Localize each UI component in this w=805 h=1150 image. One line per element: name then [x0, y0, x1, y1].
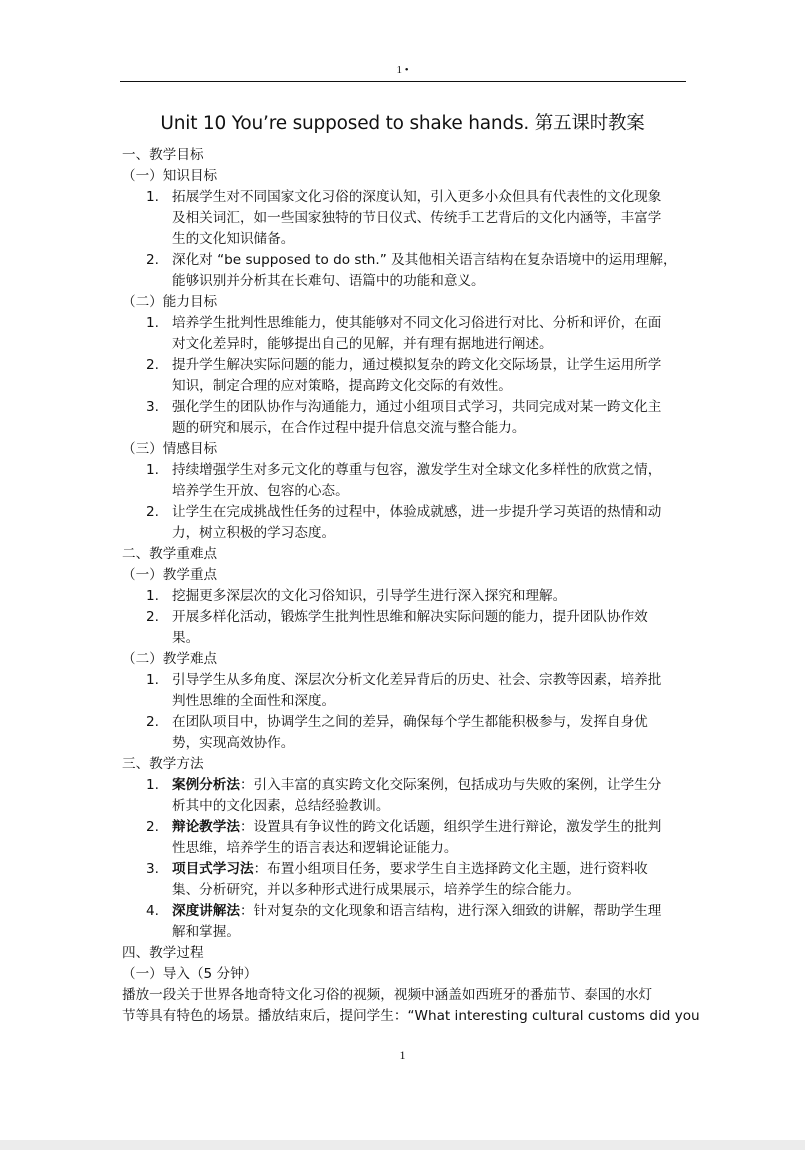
item-line: 及相关词汇，如一些国家独特的节日仪式、传统手工艺背后的文化内涵等，丰富学 [172, 210, 662, 226]
method-name: 辩论教学法 [172, 819, 240, 835]
footer-page-number: 1 [399, 1048, 406, 1062]
item-line: 生的文化知识储备。 [172, 231, 295, 247]
list-item [146, 775, 688, 817]
item-line: 强化学生的团队协作与沟通能力，通过小组项目式学习，共同完成对某一跨文化主 [172, 399, 662, 415]
subsection-heading: （一）知识目标 [122, 168, 218, 184]
list-item [146, 859, 688, 901]
item-line: 题的研究和展示，在合作过程中提升信息交流与整合能力。 [172, 420, 526, 436]
list-item [146, 670, 688, 712]
list-item [146, 187, 688, 250]
item-line: 势，实现高效协作。 [172, 735, 295, 751]
list-item [146, 901, 688, 943]
list-item [146, 397, 688, 439]
document-title: Unit 10 You’re supposed to shake hands. 第五课时教案 [160, 113, 645, 134]
list-item [146, 355, 688, 397]
item-line: 在团队项目中，协调学生之间的差异，确保每个学生都能积极参与，发挥自身优 [172, 714, 648, 730]
list-item [146, 586, 688, 607]
item-line: 集、分析研究，并以多种形式进行成果展示，培养学生的综合能力。 [172, 882, 580, 898]
item-line: 培养学生批判性思维能力，使其能够对不同文化习俗进行对比、分析和评价，在面 [172, 315, 662, 331]
item-line: 果。 [172, 630, 200, 646]
item-line: 判性思维的全面性和深度。 [172, 693, 336, 709]
header-page-marker: 1 • [396, 64, 409, 76]
header-rule [120, 81, 686, 82]
list-number: 1. [146, 462, 159, 478]
list-item [146, 313, 688, 355]
subsection-heading: （二）能力目标 [122, 294, 218, 310]
item-line [172, 901, 688, 922]
section-heading: 二、教学重难点 [122, 546, 218, 562]
section-heading: 一、教学目标 [122, 147, 204, 163]
list-item [146, 460, 688, 502]
list-number: 1. [146, 777, 159, 793]
item-line: 培养学生开放、包容的心态。 [172, 483, 349, 499]
item-text: ：引入丰富的真实跨文化交际案例，包括成功与失败的案例，让学生分 [239, 777, 662, 793]
subsection-heading: （二）教学难点 [122, 651, 218, 667]
document-body [122, 145, 700, 1027]
item-line: 深化对 “be supposed to do sth.” 及其他相关语言结构在复杂语境中的运用理解， [172, 252, 677, 268]
list-number: 2. [146, 357, 159, 373]
section-heading: 三、教学方法 [122, 756, 204, 772]
list-item [146, 607, 688, 649]
item-line: 解和掌握。 [172, 924, 240, 940]
method-name: 项目式学习法 [172, 861, 254, 877]
item-line: 引导学生从多角度、深层次分析文化差异背后的历史、社会、宗教等因素，培养批 [172, 672, 662, 688]
item-line: 对文化差异时，能够提出自己的见解，并有理有据地进行阐述。 [172, 336, 553, 352]
item-line [172, 817, 688, 838]
method-name: 案例分析法 [172, 777, 240, 793]
item-line: 性思维，培养学生的语言表达和逻辑论证能力。 [172, 840, 458, 856]
item-text: ：设置具有争议性的跨文化话题，组织学生进行辩论，激发学生的批判 [239, 819, 662, 835]
list-number: 2. [146, 609, 159, 625]
item-line: 析其中的文化因素，总结经验教训。 [172, 798, 390, 814]
item-line: 拓展学生对不同国家文化习俗的深度认知，引入更多小众但具有代表性的文化现象 [172, 189, 662, 205]
list-number: 2. [146, 504, 159, 520]
subsection-heading: （三）情感目标 [122, 441, 218, 457]
list-item [146, 250, 688, 292]
paragraph-line: 播放一段关于世界各地奇特文化习俗的视频，视频中涵盖如西班牙的番茄节、泰国的水灯 [122, 987, 653, 1003]
item-text: ：针对复杂的文化现象和语言结构，进行深入细致的讲解，帮助学生理 [239, 903, 662, 919]
item-line [172, 859, 688, 880]
list-number: 3. [146, 399, 159, 415]
item-line [172, 775, 688, 796]
item-line: 知识，制定合理的应对策略，提高跨文化交际的有效性。 [172, 378, 512, 394]
list-number: 4. [146, 903, 159, 919]
item-line: 挖掘更多深层次的文化习俗知识，引导学生进行深入探究和理解。 [172, 588, 567, 604]
method-name: 深度讲解法 [172, 903, 240, 919]
list-number: 1. [146, 315, 159, 331]
item-line: 提升学生解决实际问题的能力，通过模拟复杂的跨文化交际场景，让学生运用所学 [172, 357, 662, 373]
list-item [146, 502, 688, 544]
item-line: 开展多样化活动，锻炼学生批判性思维和解决实际问题的能力，提升团队协作效 [172, 609, 648, 625]
list-number: 1. [146, 672, 159, 688]
item-line: 让学生在完成挑战性任务的过程中，体验成就感，进一步提升学习英语的热情和动 [172, 504, 662, 520]
item-text: ：布置小组项目任务，要求学生自主选择跨文化主题，进行资料收 [253, 861, 648, 877]
list-number: 1. [146, 189, 159, 205]
paragraph-line: 节等具有特色的场景。播放结束后，提问学生：“What interesting cultural customs did you [122, 1008, 700, 1024]
item-line: 力，树立积极的学习态度。 [172, 525, 336, 541]
item-line: 持续增强学生对多元文化的尊重与包容，激发学生对全球文化多样性的欣赏之情， [172, 462, 662, 478]
subsection-heading: （一）教学重点 [122, 567, 218, 583]
list-number: 2. [146, 252, 159, 268]
list-number: 3. [146, 861, 159, 877]
section-heading: 四、教学过程 [122, 945, 204, 961]
list-number: 2. [146, 819, 159, 835]
list-item [146, 712, 688, 754]
subsection-heading: （一）导入（5 分钟） [122, 966, 258, 982]
list-number: 2. [146, 714, 159, 730]
list-number: 1. [146, 588, 159, 604]
item-line: 能够识别并分析其在长难句、语篇中的功能和意义。 [172, 273, 485, 289]
list-item [146, 817, 688, 859]
